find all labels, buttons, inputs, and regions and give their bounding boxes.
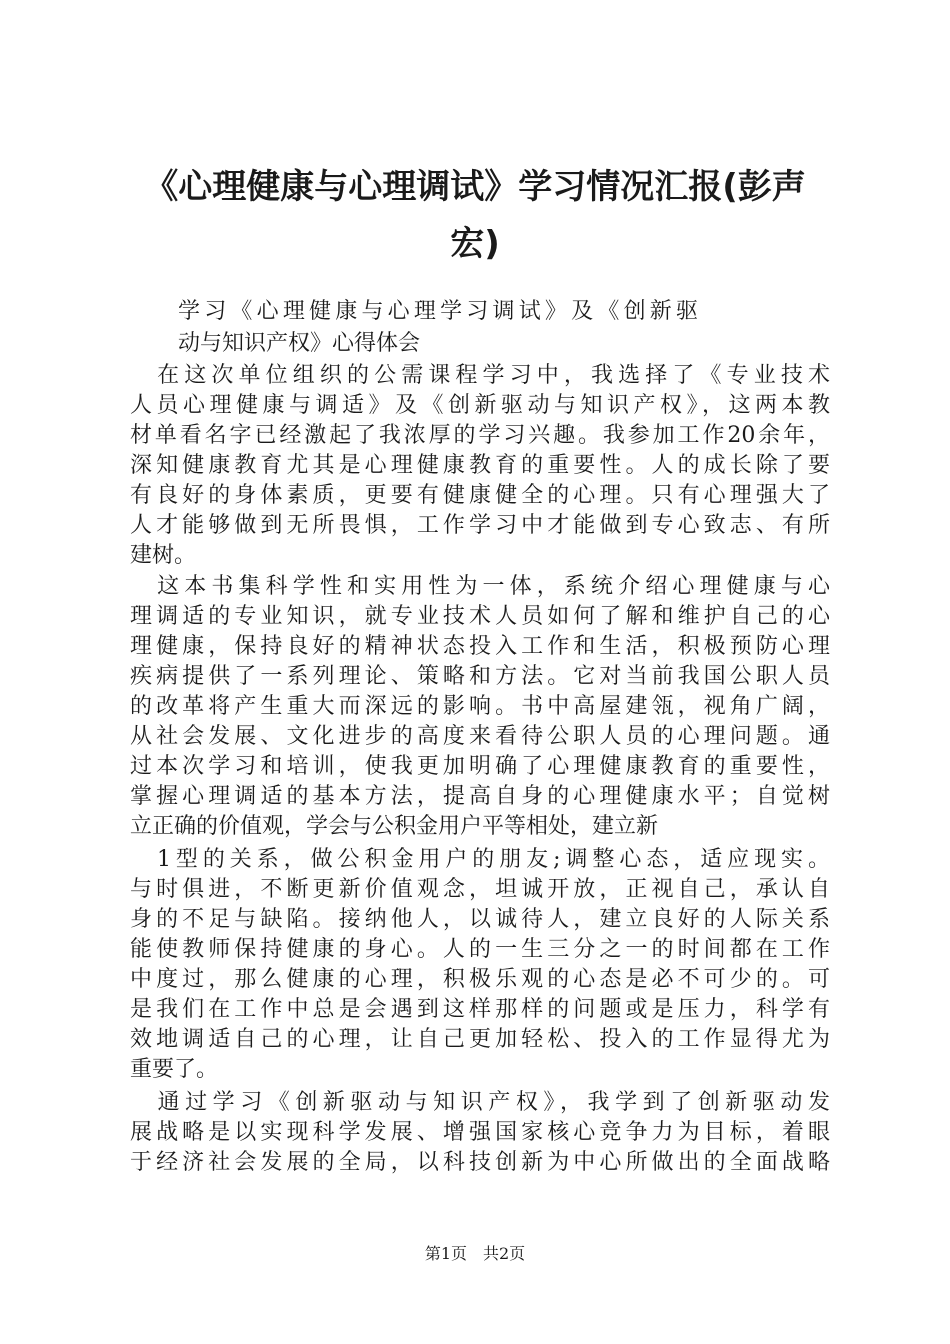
body-line: 理调适的专业知识，就专业技术人员如何了解和维护自己的心 xyxy=(130,604,830,629)
body-line: 材单看名字已经激起了我浓厚的学习兴趣。我参加工作20余年， xyxy=(130,423,830,448)
body-line: 能使教师保持健康的身心。人的一生三分之一的时间都在工作 xyxy=(130,937,830,962)
body-line: 人才能够做到无所畏惧，工作学习中才能做到专心致志、有所 xyxy=(130,513,830,538)
body-line: 立正确的价值观，学会与公积金用户平等相处，建立新 xyxy=(130,814,659,839)
body-line: 是我们在工作中总是会遇到这样那样的问题或是压力，科学有 xyxy=(130,997,830,1022)
body-line: 人员心理健康与调适》及《创新驱动与知识产权》，这两本教 xyxy=(130,393,830,418)
body-line: 中度过，那么健康的心理，积极乐观的心态是必不可少的。可 xyxy=(130,967,830,992)
body-line: 重要了。 xyxy=(130,1057,219,1082)
body-line: 于经济社会发展的全局，以科技创新为中心所做出的全面战略 xyxy=(130,1150,830,1175)
body-line: 建树。 xyxy=(130,543,197,568)
body-line: 疾病提供了一系列理论、策略和方法。它对当前我国公职人员 xyxy=(130,664,830,689)
body-line: 展战略是以实现科学发展、增强国家核心竞争力为目标，着眼 xyxy=(130,1120,830,1145)
body-line: 的改革将产生重大而深远的影响。书中高屋建瓴，视角广阔， xyxy=(130,694,830,719)
body-line: 通过学习《创新驱动与知识产权》，我学到了创新驱动发 xyxy=(130,1090,830,1115)
body-line: 在这次单位组织的公需课程学习中，我选择了《专业技术 xyxy=(130,363,830,388)
body-line: 1型的关系，做公积金用户的朋友;调整心态，适应现实。 xyxy=(130,847,830,872)
document-title-line-1: 《心理健康与心理调试》学习情况汇报(彭声 xyxy=(144,167,806,207)
body-line: 从社会发展、文化进步的高度来看待公职人员的心理问题。通 xyxy=(130,724,830,749)
page-number-footer: 第1页 共2页 xyxy=(424,1244,526,1263)
body-line: 有良好的身体素质，更要有健康健全的心理。只有心理强大了 xyxy=(130,483,830,508)
body-line: 这本书集科学性和实用性为一体，系统介绍心理健康与心 xyxy=(130,574,830,599)
body-line: 深知健康教育尤其是心理健康教育的重要性。人的成长除了要 xyxy=(130,453,830,478)
body-line: 掌握心理调适的基本方法，提高自身的心理健康水平；自觉树 xyxy=(130,784,830,809)
subtitle-line-2: 动与知识产权》心得体会 xyxy=(178,331,421,356)
body-line: 身的不足与缺陷。接纳他人，以诚待人，建立良好的人际关系 xyxy=(130,907,830,932)
document-title-line-2: 宏) xyxy=(450,224,500,264)
body-line: 效地调适自己的心理，让自己更加轻松、投入的工作显得尤为 xyxy=(130,1027,830,1052)
body-line: 过本次学习和培训，使我更加明确了心理健康教育的重要性， xyxy=(130,754,830,779)
subtitle-line-1: 学习《心理健康与心理学习调试》及《创新驱 xyxy=(178,299,698,324)
body-line: 与时俱进，不断更新价值观念，坦诚开放，正视自己，承认自 xyxy=(130,877,830,902)
body-line: 理健康，保持良好的精神状态投入工作和生活，积极预防心理 xyxy=(130,634,830,659)
